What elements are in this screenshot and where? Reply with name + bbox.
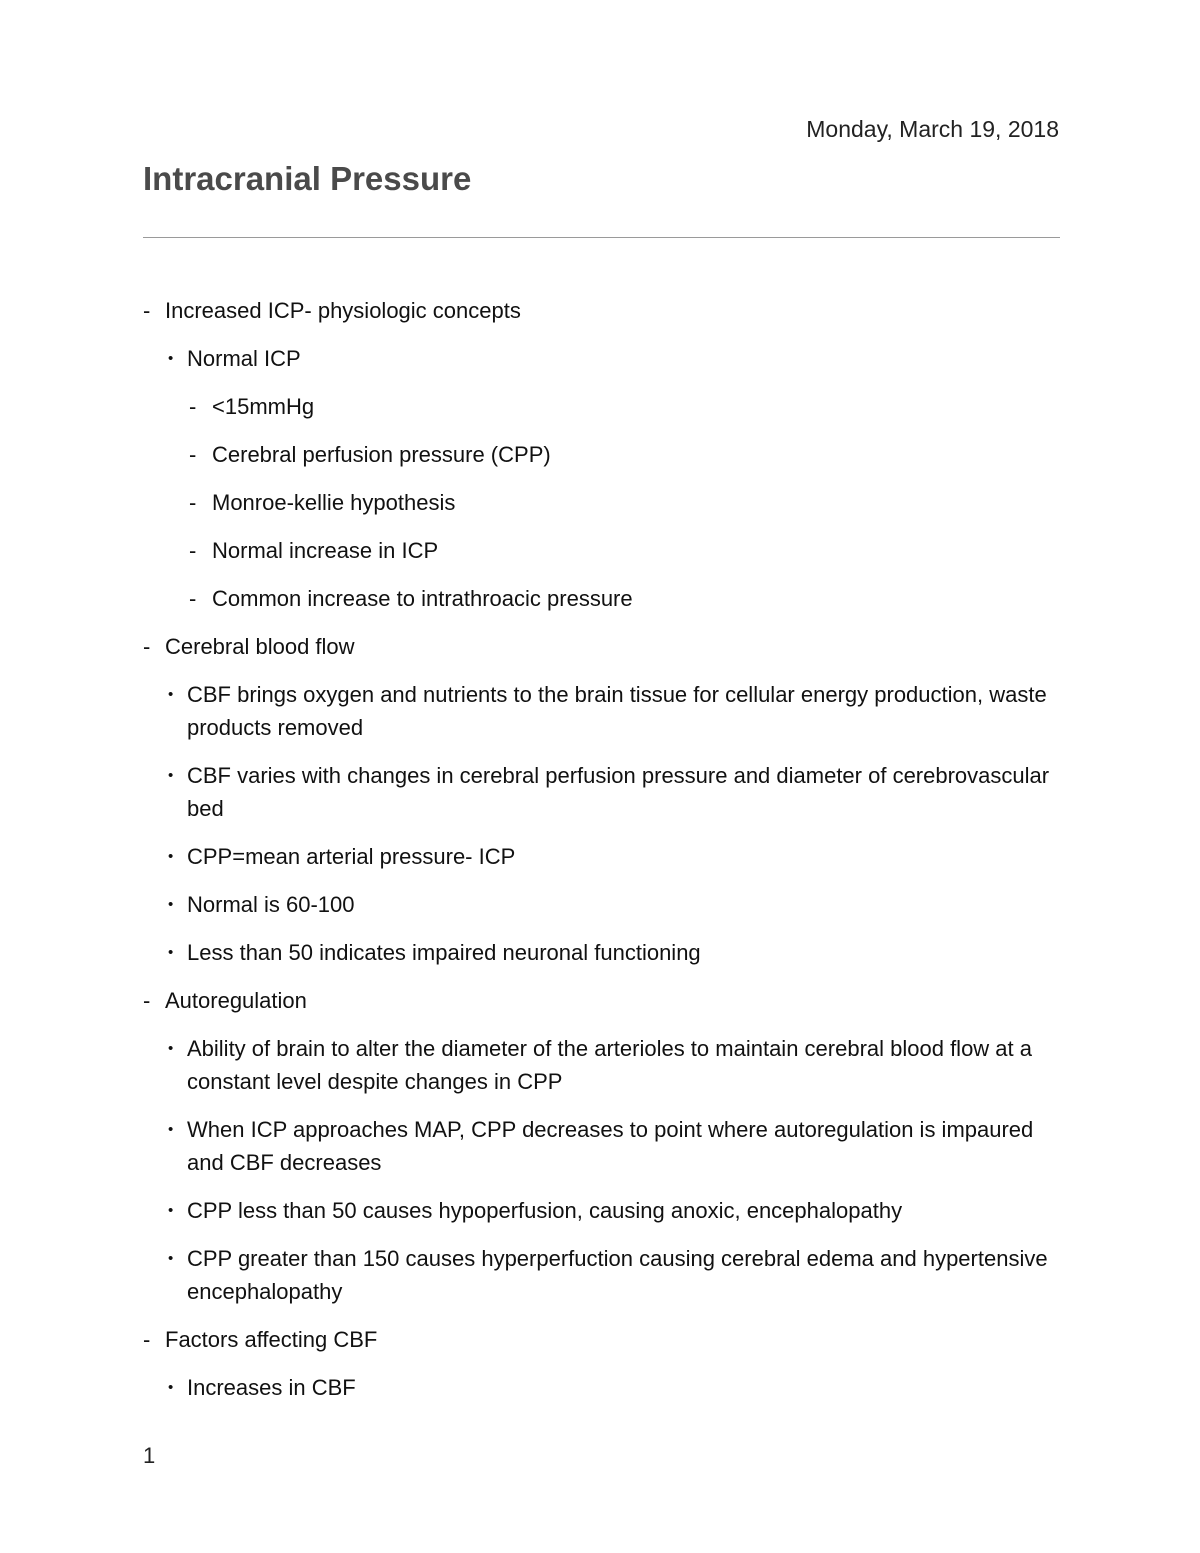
outline-item-level1 — [143, 1113, 1060, 1179]
bullet-icon: • — [168, 896, 174, 913]
outline-item-level1 — [143, 1371, 1060, 1404]
outline-item-text: CBF brings oxygen and nutrients to the brain tissue for cellular energy production, waste products removed — [187, 682, 1047, 740]
document-title: Intracranial Pressure — [143, 160, 472, 197]
outline-item-level0 — [143, 630, 1060, 663]
dash-icon: - — [143, 988, 151, 1013]
bullet-icon: • — [168, 350, 174, 367]
outline-item-level2 — [143, 582, 1060, 615]
outline-item-text: Less than 50 indicates impaired neuronal functioning — [187, 940, 701, 965]
outline-item-text: Ability of brain to alter the diameter of the arterioles to maintain cerebral blood flow at a constant level despite changes in CPP — [187, 1036, 1033, 1094]
outline-item-level2 — [143, 438, 1060, 471]
outline-item-text: Monroe-kellie hypothesis — [212, 490, 456, 515]
bullet-icon: • — [168, 1121, 174, 1138]
bullet-icon: • — [168, 944, 174, 961]
bullet-icon: • — [168, 1250, 174, 1267]
outline-item-text: Normal ICP — [187, 346, 301, 371]
outline-item-level1 — [143, 1194, 1060, 1227]
outline-item-text: Factors affecting CBF — [165, 1327, 378, 1352]
dash-icon: - — [143, 298, 151, 323]
outline-item-level1 — [143, 936, 1060, 969]
outline-item-text: Increased ICP- physiologic concepts — [165, 298, 521, 323]
outline-item-text: CPP less than 50 causes hypoperfusion, causing anoxic, encephalopathy — [187, 1198, 903, 1223]
outline-item-text: <15mmHg — [212, 394, 315, 419]
outline-item-text: Increases in CBF — [187, 1375, 356, 1400]
outline-item-level1 — [143, 1032, 1060, 1098]
outline-item-text: CBF varies with changes in cerebral perfusion pressure and diameter of cerebrovascular bed — [187, 763, 1050, 821]
outline-item-text: Cerebral blood flow — [165, 634, 355, 659]
outline-item-level0 — [143, 1323, 1060, 1356]
outline-item-level1 — [143, 888, 1060, 921]
outline-item-text: Autoregulation — [165, 988, 307, 1013]
outline-item-level0 — [143, 984, 1060, 1017]
dash-icon: - — [189, 538, 197, 563]
dash-icon: - — [189, 394, 197, 419]
outline-item-text: Normal is 60-100 — [187, 892, 355, 917]
title-divider — [143, 237, 1060, 238]
bullet-icon: • — [168, 1040, 174, 1057]
outline-list — [143, 294, 1060, 1419]
outline-item-text: CPP=mean arterial pressure- ICP — [187, 844, 516, 869]
outline-item-text: CPP greater than 150 causes hyperperfuction causing cerebral edema and hypertensive encephalopathy — [187, 1246, 1048, 1304]
outline-item-level1 — [143, 342, 1060, 375]
dash-icon: - — [189, 490, 197, 515]
outline-item-text: When ICP approaches MAP, CPP decreases to point where autoregulation is impaured and CBF decreases — [187, 1117, 1034, 1175]
bullet-icon: • — [168, 1202, 174, 1219]
outline-item-level2 — [143, 390, 1060, 423]
bullet-icon: • — [168, 848, 174, 865]
dash-icon: - — [143, 634, 151, 659]
outline-item-level1 — [143, 1242, 1060, 1308]
outline-item-level0 — [143, 294, 1060, 327]
outline-item-level2 — [143, 534, 1060, 567]
dash-icon: - — [143, 1327, 151, 1352]
outline-item-text: Common increase to intrathroacic pressure — [212, 586, 633, 611]
outline-item-text: Cerebral perfusion pressure (CPP) — [212, 442, 551, 467]
outline-item-level2 — [143, 486, 1060, 519]
outline-item-level1 — [143, 678, 1060, 744]
outline-item-text: Normal increase in ICP — [212, 538, 439, 563]
dash-icon: - — [189, 442, 197, 467]
outline-item-level1 — [143, 840, 1060, 873]
page-number: 1 — [143, 1443, 156, 1468]
bullet-icon: • — [168, 767, 174, 784]
document-date: Monday, March 19, 2018 — [806, 116, 1059, 142]
dash-icon: - — [189, 586, 197, 611]
outline-item-level1 — [143, 759, 1060, 825]
bullet-icon: • — [168, 1379, 174, 1396]
bullet-icon: • — [168, 686, 174, 703]
